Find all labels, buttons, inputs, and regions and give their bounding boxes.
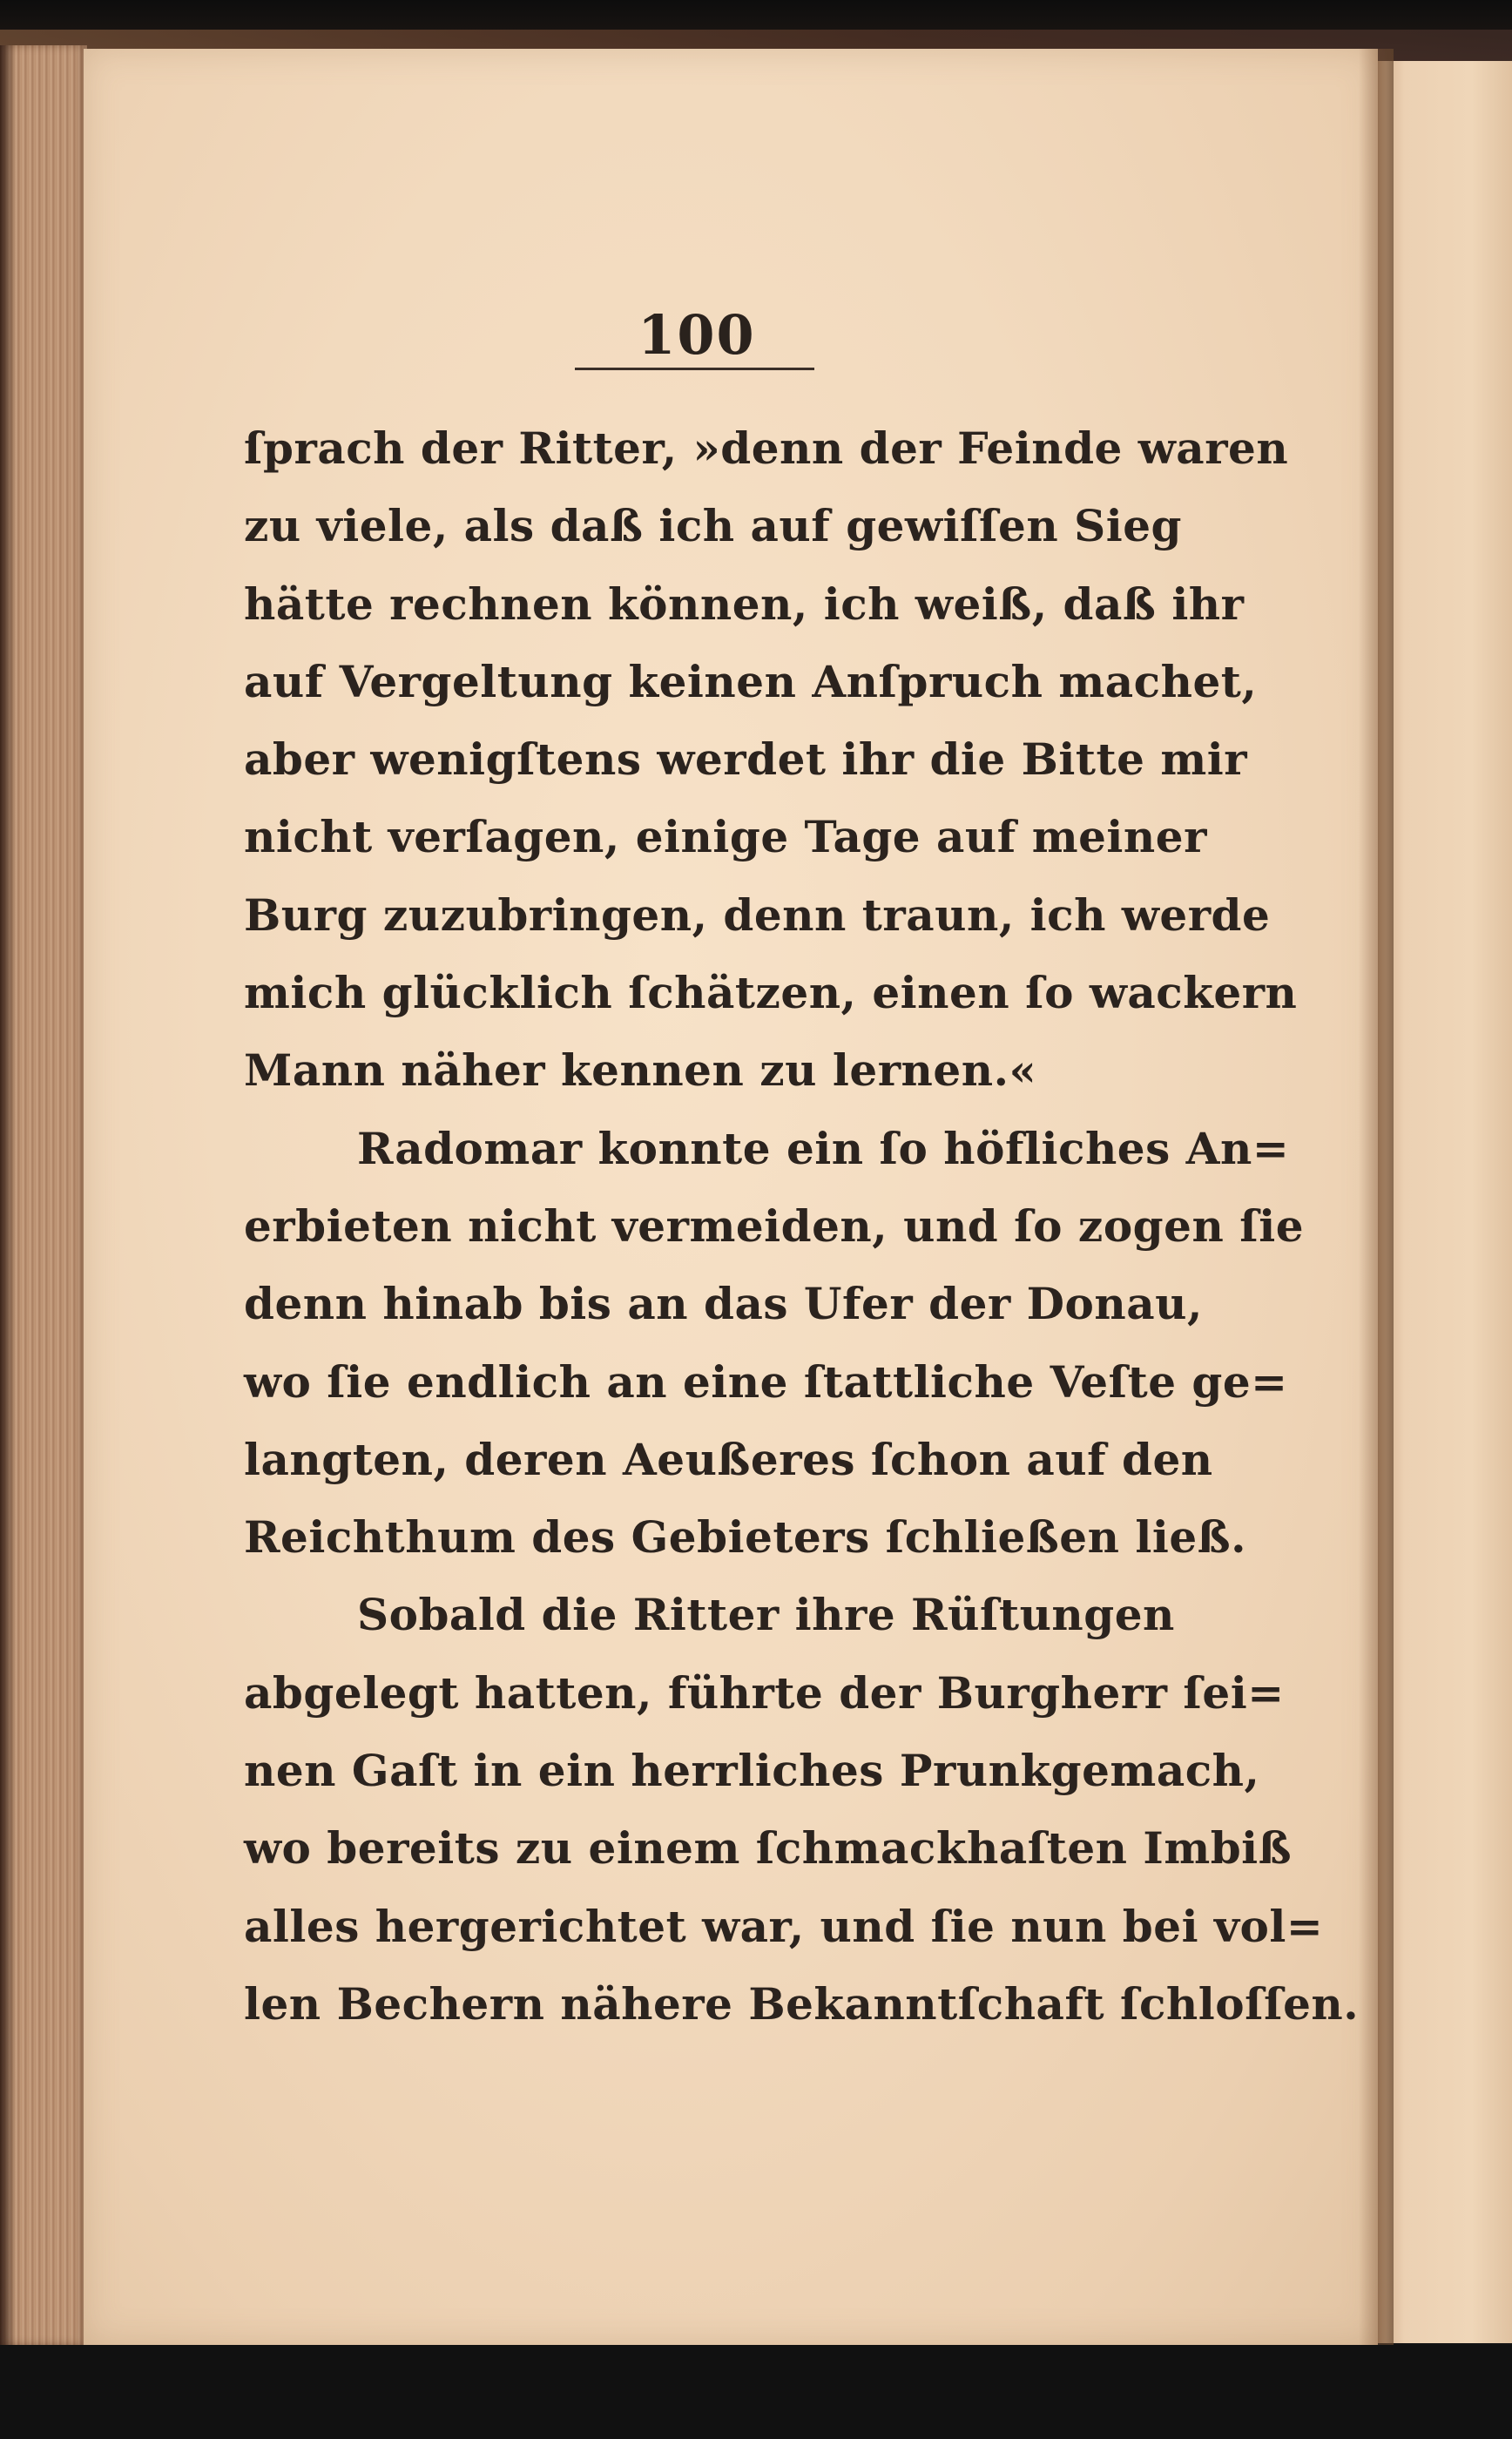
- text-line: aber wenigſtens werdet ihr die Bitte mir: [244, 733, 1248, 786]
- text-line: mich glücklich ſchätzen, einen ſo wackern: [244, 967, 1298, 1019]
- text-line: hätte rechnen können, ich weiß, daß ihr: [244, 578, 1245, 630]
- text-line: wo bereits zu einem ſchmackhaſten Imbiß: [244, 1822, 1293, 1875]
- text-line: zu viele, als daß ich auf gewiſſen Sieg: [244, 500, 1182, 552]
- text-line: abgelegt hatten, führte der Burgherr ſei=: [244, 1666, 1285, 1719]
- text-line: len Bechern nähere Bekanntſchaft ſchloſſen.: [244, 1977, 1360, 2030]
- text-line: nen Gaſt in ein herrliches Prunkgemach,: [244, 1745, 1260, 1797]
- next-page-leaf: [1378, 61, 1512, 2343]
- page-number: 100: [638, 303, 756, 367]
- text-line: nicht verſagen, einige Tage auf meiner: [244, 811, 1207, 863]
- text-line: Reichthum des Gebieters ſchließen ließ.: [244, 1511, 1247, 1564]
- background-bottom: [0, 2345, 1512, 2439]
- text-line: Mann näher kennen zu lernen.«: [244, 1044, 1037, 1097]
- text-line: denn hinab bis an das Ufer der Donau,: [244, 1278, 1203, 1330]
- text-line: Radomar konnte ein ſo höfliches An=: [357, 1122, 1290, 1174]
- text-line: Sobald die Ritter ihre Rüſtungen: [357, 1589, 1175, 1641]
- text-line: alles hergerichtet war, und ſie nun bei vol=: [244, 1900, 1324, 1952]
- text-line: erbieten nicht vermeiden, und ſo zogen ſie: [244, 1199, 1305, 1252]
- body-text: [244, 409, 1360, 2043]
- page-stack-shadow: [0, 45, 16, 2345]
- page-gutter: [1359, 49, 1394, 2345]
- text-line: ſprach der Ritter, »denn der Feinde waren: [244, 422, 1289, 474]
- text-line: Burg zuzubringen, denn traun, ich werde: [244, 888, 1271, 941]
- text-line: wo ſie endlich an eine ſtattliche Veſte ge=: [244, 1355, 1288, 1408]
- text-line: langten, deren Aeußeres ſchon auf den: [244, 1433, 1213, 1485]
- page-number-rule: [575, 368, 814, 370]
- text-line: auf Vergeltung keinen Anſpruch machet,: [244, 655, 1258, 707]
